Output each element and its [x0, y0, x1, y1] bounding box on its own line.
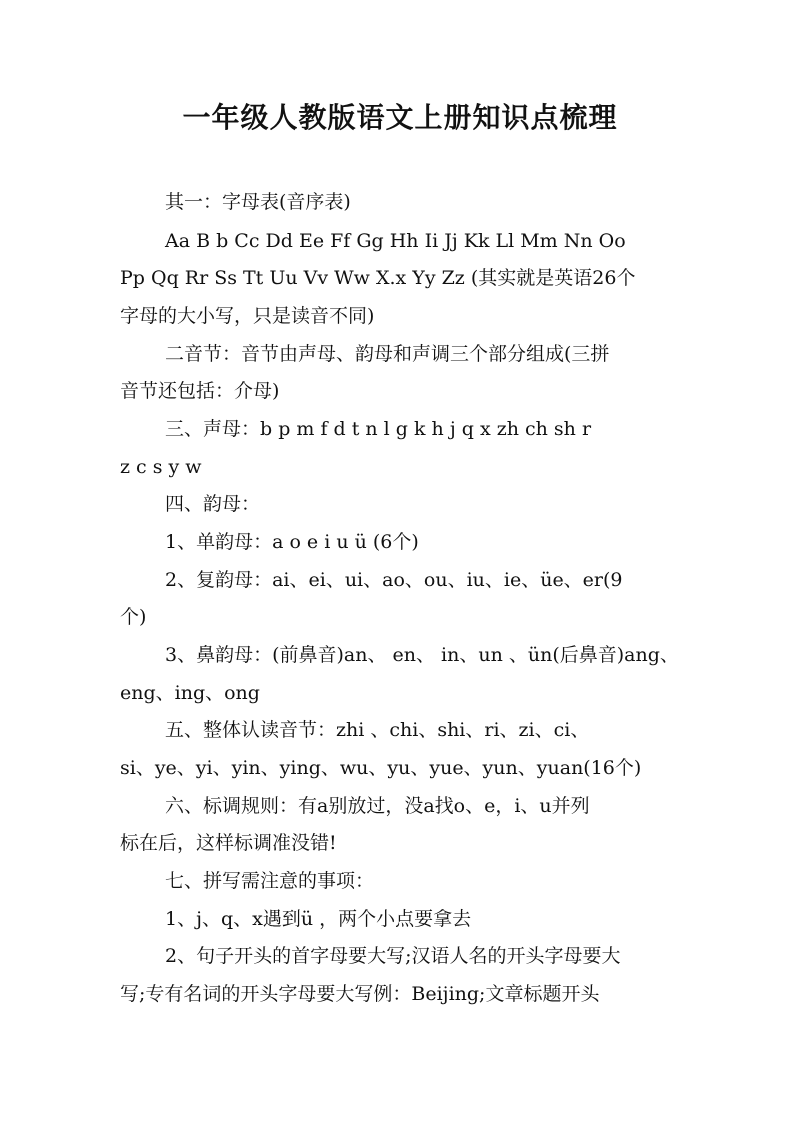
text-line: 六、标调规则：有a别放过，没a找o、e，i、u并列	[165, 795, 590, 817]
text-line: 1、j、q、x遇到ü ，两个小点要拿去	[165, 908, 472, 930]
text-line: 三、声母：b p m f d t n l g k h j q x zh ch sh r	[165, 418, 592, 440]
text-line: z c s y w	[120, 456, 202, 478]
document-title: 一年级人教版语文上册知识点梳理	[182, 101, 618, 134]
text-line: Pp Qq Rr Ss Tt Uu Vv Ww X.x Yy Zz (其实就是英语26个	[120, 267, 636, 289]
text-line: 四、韵母：	[165, 493, 261, 515]
text-line: 2、句子开头的首字母要大写;汉语人名的开头字母要大	[165, 945, 621, 967]
text-line: 字母的大小写，只是读音不同)	[120, 305, 375, 327]
text-line: 1、单韵母：a o e i u ü (6个)	[165, 531, 419, 553]
text-line: 二音节：音节由声母、韵母和声调三个部分组成(三拼	[165, 343, 610, 365]
text-line: 七、拼写需注意的事项：	[165, 870, 375, 892]
text-line: 个)	[120, 606, 147, 628]
text-line: 五、整体认读音节：zhi 、chi、shi、ri、zi、ci、	[165, 719, 590, 741]
text-line: 音节还包括：介母)	[120, 380, 280, 402]
text-line: Aa B b Cc Dd Ee Ff Gg Hh Ii Jj Kk Ll Mm Nn Oo	[165, 230, 626, 252]
text-line: 2、复韵母：ai、ei、ui、ao、ou、iu、ie、üe、er(9	[165, 569, 623, 591]
text-line: eng、ing、ong	[120, 682, 260, 704]
text-line: si、ye、yi、yin、ying、wu、yu、yue、yun、yuan(16个)	[120, 757, 642, 779]
text-line: 写;专有名词的开头字母要大写例：Beijing;文章标题开头	[120, 983, 600, 1005]
text-line: 其一：字母表(音序表)	[165, 191, 351, 213]
text-line: 3、鼻韵母：(前鼻音)an、 en、 in、un 、ün(后鼻音)ang、	[165, 644, 679, 666]
text-line: 标在后，这样标调准没错!	[120, 832, 337, 854]
